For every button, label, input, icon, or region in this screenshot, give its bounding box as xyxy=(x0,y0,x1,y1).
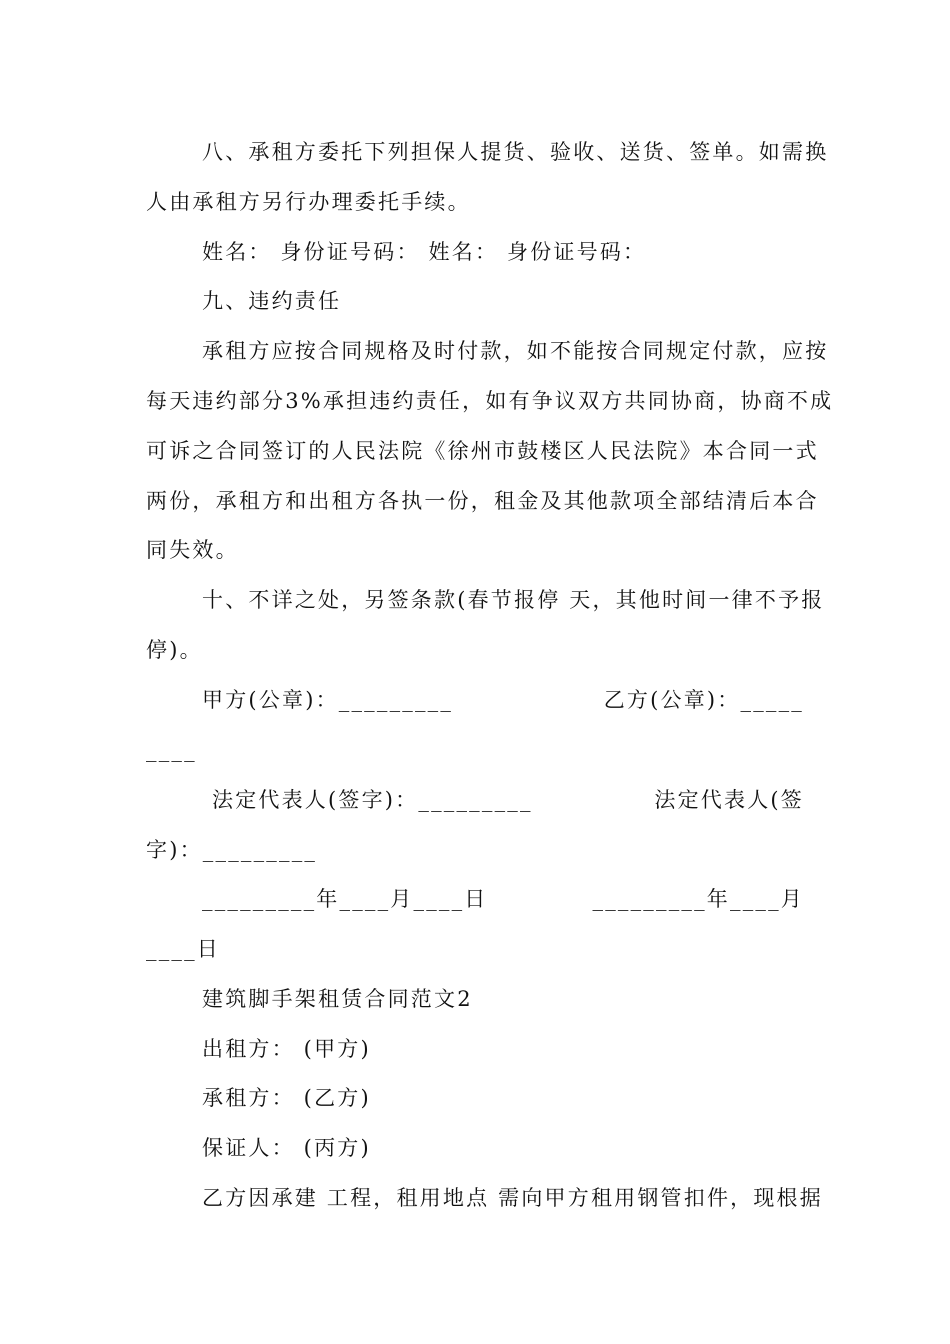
contract-2-title: 建筑脚手架租赁合同范文2 xyxy=(202,987,473,1011)
clause-9-line-2: 每天违约部分3%承担违约责任，如有争议双方共同协商，协商不成 xyxy=(146,389,834,413)
clause-9-line-4: 两份，承租方和出租方各执一份，租金及其他款项全部结清后本合 xyxy=(146,489,819,513)
lessor-line: 出租方： (甲方) xyxy=(202,1037,371,1061)
clause-9-heading: 九、违约责任 xyxy=(202,289,342,313)
party-a-seal: 甲方(公章)：_________ xyxy=(202,688,454,712)
party-b-seal-cont: ____ xyxy=(146,738,197,762)
clause-9-line-3: 可诉之合同签订的人民法院《徐州市鼓楼区人民法院》本合同一式 xyxy=(146,439,819,463)
party-b-seal: 乙方(公章)：_____ xyxy=(603,688,804,712)
clause-8-line-2: 人由承租方另行办理委托手续。 xyxy=(146,190,471,214)
clause-9-line-5: 同失效。 xyxy=(146,538,239,562)
party-b-legal-rep: 法定代表人(签 xyxy=(654,788,804,812)
guarantor-line: 保证人： (丙方) xyxy=(202,1136,371,1160)
party-b-legal-rep-cont: 字)：_________ xyxy=(146,838,318,862)
clause-10-line-1: 十、不详之处，另签条款(春节报停 天，其他时间一律不予报 xyxy=(202,588,825,612)
clause-9-line-1: 承租方应按合同规格及时付款，如不能按合同规定付款，应按 xyxy=(202,339,829,363)
lessee-line: 承租方： (乙方) xyxy=(202,1086,371,1110)
party-b-date-cont: ____日 xyxy=(146,937,220,961)
clause-10-line-2: 停)。 xyxy=(146,638,203,662)
party-a-legal-rep: 法定代表人(签字)：_________ xyxy=(212,788,533,812)
preamble-line-1: 乙方因承建 工程，租用地点 需向甲方租用钢管扣件，现根据 xyxy=(202,1186,823,1210)
clause-8-line-1: 八、承租方委托下列担保人提货、验收、送货、签单。如需换 xyxy=(202,140,829,164)
guarantor-fields: 姓名： 身份证号码： 姓名： 身份证号码： xyxy=(202,240,647,264)
party-b-date: _________年____月 xyxy=(592,887,804,911)
party-a-date: _________年____月____日 xyxy=(202,887,488,911)
